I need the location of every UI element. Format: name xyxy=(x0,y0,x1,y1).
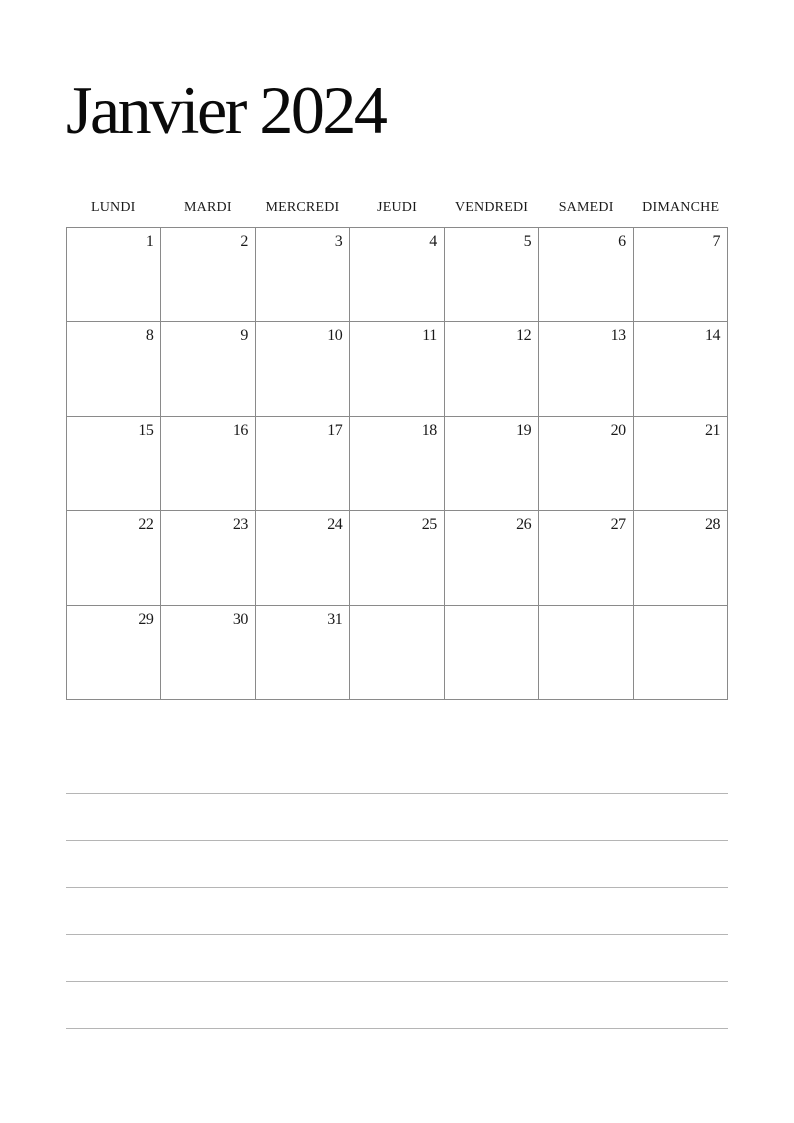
day-cell xyxy=(67,322,161,416)
day-cell xyxy=(350,228,444,322)
day-cell xyxy=(634,322,728,416)
day-cell xyxy=(539,417,633,511)
day-number: 5 xyxy=(523,233,532,250)
weekday-header-row xyxy=(66,198,728,218)
day-number: 6 xyxy=(618,233,626,250)
weekday-label: VENDREDI xyxy=(454,200,529,215)
weekday-label: MERCREDI xyxy=(265,200,340,215)
day-number: 14 xyxy=(705,327,720,345)
day-number: 27 xyxy=(610,516,626,534)
day-number: 17 xyxy=(327,421,343,439)
weekday-label: DIMANCHE xyxy=(642,200,720,215)
note-line xyxy=(66,887,728,888)
day-cell xyxy=(445,511,539,605)
notes-area xyxy=(66,793,728,1075)
day-cell xyxy=(634,511,728,605)
day-cell xyxy=(67,511,161,605)
day-number: 29 xyxy=(138,610,154,628)
day-cell xyxy=(350,417,444,511)
day-cell xyxy=(539,228,633,322)
day-cell xyxy=(445,322,539,416)
note-line xyxy=(66,793,728,794)
day-number: 18 xyxy=(421,421,437,439)
calendar-title: Janvier 2024 xyxy=(66,72,386,148)
day-cell xyxy=(539,322,633,416)
day-number: 28 xyxy=(705,516,720,534)
day-cell xyxy=(350,322,444,416)
day-cell xyxy=(445,228,539,322)
day-number: 3 xyxy=(334,233,343,250)
weekday-label: SAMEDI xyxy=(558,200,614,215)
day-number: 23 xyxy=(232,516,248,534)
day-number: 12 xyxy=(516,327,532,345)
day-cell xyxy=(256,417,350,511)
day-cell-empty xyxy=(634,606,728,700)
weekday-label: LUNDI xyxy=(91,200,136,215)
day-number: 15 xyxy=(138,421,154,439)
weekday-label: MARDI xyxy=(184,200,232,215)
day-cell xyxy=(350,511,444,605)
note-line xyxy=(66,934,728,935)
note-line xyxy=(66,981,728,982)
day-number: 22 xyxy=(138,516,154,534)
note-line xyxy=(66,840,728,841)
day-number: 8 xyxy=(145,327,154,345)
day-number: 19 xyxy=(516,421,532,439)
day-cell xyxy=(67,417,161,511)
day-cell xyxy=(161,417,255,511)
day-cell xyxy=(67,606,161,700)
day-number: 7 xyxy=(712,233,720,250)
day-cell-empty xyxy=(350,606,444,700)
day-number: 10 xyxy=(327,327,343,345)
day-cell xyxy=(256,606,350,700)
day-number: 11 xyxy=(422,327,437,345)
day-cell xyxy=(634,417,728,511)
day-number: 1 xyxy=(145,233,154,250)
day-cell xyxy=(161,511,255,605)
day-cell xyxy=(539,511,633,605)
day-number: 20 xyxy=(610,421,626,439)
day-cell xyxy=(256,322,350,416)
day-number: 26 xyxy=(516,516,532,534)
day-number: 25 xyxy=(421,516,437,534)
day-cell xyxy=(161,322,255,416)
day-number: 4 xyxy=(429,233,437,250)
day-number: 24 xyxy=(327,516,343,534)
day-cell xyxy=(445,417,539,511)
calendar-grid xyxy=(66,227,728,700)
day-cell xyxy=(634,228,728,322)
day-cell-empty xyxy=(539,606,633,700)
day-cell xyxy=(256,228,350,322)
day-number: 31 xyxy=(327,610,343,628)
day-cell xyxy=(161,606,255,700)
weekday-label: JEUDI xyxy=(377,200,417,215)
day-cell xyxy=(67,228,161,322)
day-number: 16 xyxy=(232,421,248,439)
day-number: 2 xyxy=(240,233,248,250)
day-cell xyxy=(256,511,350,605)
day-number: 21 xyxy=(705,421,720,439)
day-number: 13 xyxy=(610,327,626,345)
day-cell-empty xyxy=(445,606,539,700)
note-line xyxy=(66,1028,728,1029)
day-number: 9 xyxy=(240,327,248,345)
day-number: 30 xyxy=(232,610,248,628)
day-cell xyxy=(161,228,255,322)
